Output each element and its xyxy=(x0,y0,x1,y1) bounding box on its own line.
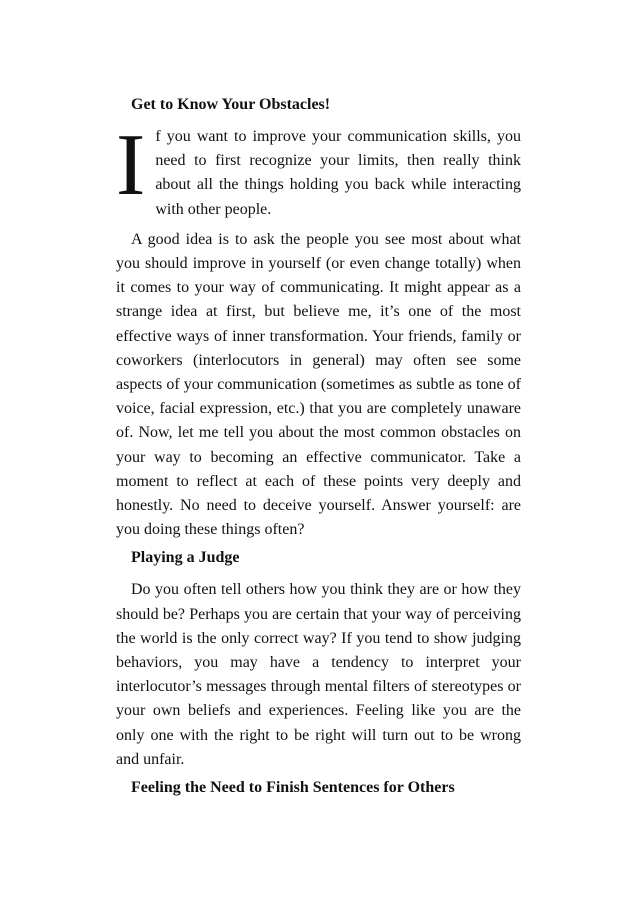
page-content xyxy=(116,95,521,808)
intro-paragraph xyxy=(116,117,521,222)
section-heading-obstacles: Get to Know Your Obstacles! xyxy=(131,96,331,113)
intro-text: f you want to improve your communication skills, you need to first recognize your limits, then really think about all the things holding you back while interacting with other people. xyxy=(155,128,521,218)
advice-paragraph: A good idea is to ask the people you see most about what you should improve in yourself (or even change totally) when it comes to your way of communicating. It might appear as a strange idea at first, but believe me, it’s one of the most effective ways of inner transformation. Your friends, family or coworkers (interlocutors in general) may often see some aspects of your communication (sometimes as subtle as tone of voice, facial expression, etc.) that you are completely unaware of. Now, let me tell you about the most common obstacles on your way to becoming an effective communicator. Take a moment to reflect at each of these points very deeply and honestly. No need to deceive yourself. Answer yourself: are you doing these things often? xyxy=(116,230,521,539)
section-heading-finish-sentences: Feeling the Need to Finish Sentences for Others xyxy=(131,779,455,797)
drop-cap-letter: I xyxy=(116,117,146,214)
judge-paragraph: Do you often tell others how you think they are or how they should be? Perhaps you are certain that your way of perceiving the world is the only correct way? If you tend to show judging behaviors, you may have a tendency to interpret your interlocutor’s messages through mental filters of stereotypes or your own beliefs and experiences. Feeling like you are the only one with the right to be right will turn out to be wrong and unfair. xyxy=(116,581,521,768)
section-heading-judge: Playing a Judge xyxy=(131,549,240,567)
